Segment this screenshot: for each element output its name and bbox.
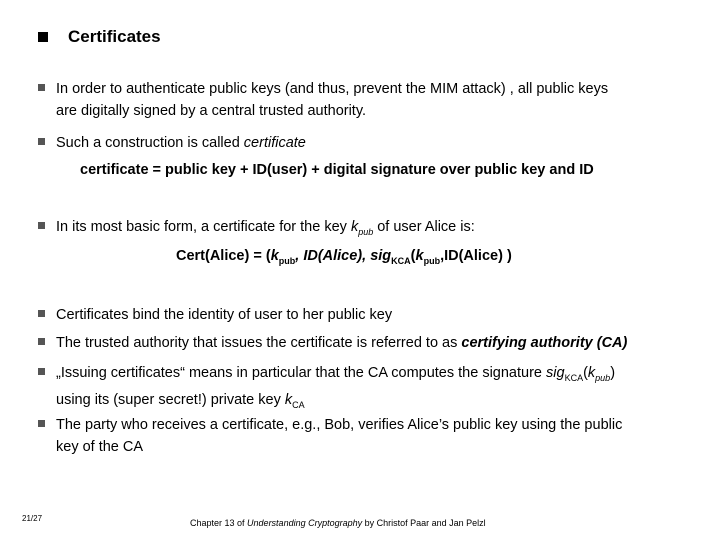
slide-title-row bbox=[38, 27, 161, 47]
ca-subscript: CA bbox=[292, 400, 305, 410]
bullet-verify bbox=[56, 414, 622, 458]
bullet-text: Certificates bind the identity of user to her public key bbox=[56, 307, 393, 323]
term-ca: certifying authority (CA) bbox=[461, 335, 628, 351]
bullet-square-icon bbox=[38, 138, 45, 145]
eq-part-sig: , ID(Alice), sig bbox=[295, 248, 392, 264]
bullet-text: The trusted authority that issues the certificate is referred to as bbox=[56, 335, 462, 351]
key-k: k bbox=[587, 365, 596, 381]
bullet-authenticate bbox=[56, 78, 608, 122]
bullet-square-icon bbox=[38, 420, 45, 427]
eq-paren: ( bbox=[410, 248, 416, 264]
pub-subscript: pub bbox=[595, 373, 611, 383]
bullet-square-icon bbox=[38, 338, 45, 345]
eq-pub-subscript: pub bbox=[278, 256, 296, 266]
bullet-text-line1: The party who receives a certificate, e.g., Bob, verifies Alice’s public key using the public bbox=[56, 417, 623, 433]
bullet-basic-form bbox=[56, 216, 475, 243]
kca-subscript: KCA bbox=[564, 373, 584, 383]
bullet-line2 bbox=[56, 389, 615, 416]
slide-title: Certificates bbox=[68, 27, 161, 46]
title-square-icon bbox=[38, 32, 48, 42]
page-number: 21/27 bbox=[22, 514, 43, 523]
sig-text: sig bbox=[546, 365, 565, 381]
bullet-square-icon bbox=[38, 310, 45, 317]
citation-suffix: by Christof Paar and Jan Pelzl bbox=[362, 518, 486, 528]
eq-kca-subscript: KCA bbox=[391, 256, 411, 266]
bullet-text-line2: are digitally signed by a central trusted authority. bbox=[56, 103, 367, 119]
bullet-text-line2: key of the CA bbox=[56, 439, 144, 455]
bullet-text: using its (super secret!) private key bbox=[56, 392, 285, 408]
bullet-issuing bbox=[56, 362, 615, 416]
key-k: k bbox=[350, 219, 359, 235]
bullet-construction bbox=[56, 132, 306, 154]
key-pub-subscript: pub bbox=[358, 227, 374, 237]
bullet-text: „Issuing certificates“ means in particular that the CA computes the signature bbox=[56, 365, 547, 381]
bullet-text: In its most basic form, a certificate for the key bbox=[56, 219, 351, 235]
bullet-square-icon bbox=[38, 222, 45, 229]
citation-book: Understanding Cryptography bbox=[247, 518, 363, 528]
eq-part: Cert(Alice) = ( bbox=[176, 248, 271, 264]
bullet-line1 bbox=[56, 362, 615, 389]
bullet-text-line1: In order to authenticate public keys (and thus, prevent the MIM attack) , all public keys bbox=[56, 81, 609, 97]
bullet-square-icon bbox=[38, 84, 45, 91]
citation-prefix: Chapter 13 of bbox=[190, 518, 248, 528]
paren-open: ( bbox=[583, 365, 588, 381]
eq-k: k bbox=[415, 248, 424, 264]
cert-alice-equation bbox=[176, 248, 512, 266]
bullet-square-icon bbox=[38, 368, 45, 375]
certificate-equation: certificate = public key + ID(user) + digital signature over public key and ID bbox=[80, 162, 594, 178]
key-k: k bbox=[284, 392, 293, 408]
bullet-bind-identity bbox=[56, 304, 392, 326]
paren-close: ) bbox=[610, 365, 616, 381]
eq-pub-subscript: pub bbox=[423, 256, 441, 266]
eq-k: k bbox=[270, 248, 279, 264]
footer-citation bbox=[190, 518, 486, 528]
bullet-trusted-authority bbox=[56, 332, 627, 354]
bullet-text-suffix: of user Alice is: bbox=[373, 219, 475, 235]
bullet-text: Such a construction is called bbox=[56, 135, 244, 151]
eq-part-end: ,ID(Alice) ) bbox=[440, 248, 512, 264]
term-certificate: certificate bbox=[243, 135, 306, 151]
